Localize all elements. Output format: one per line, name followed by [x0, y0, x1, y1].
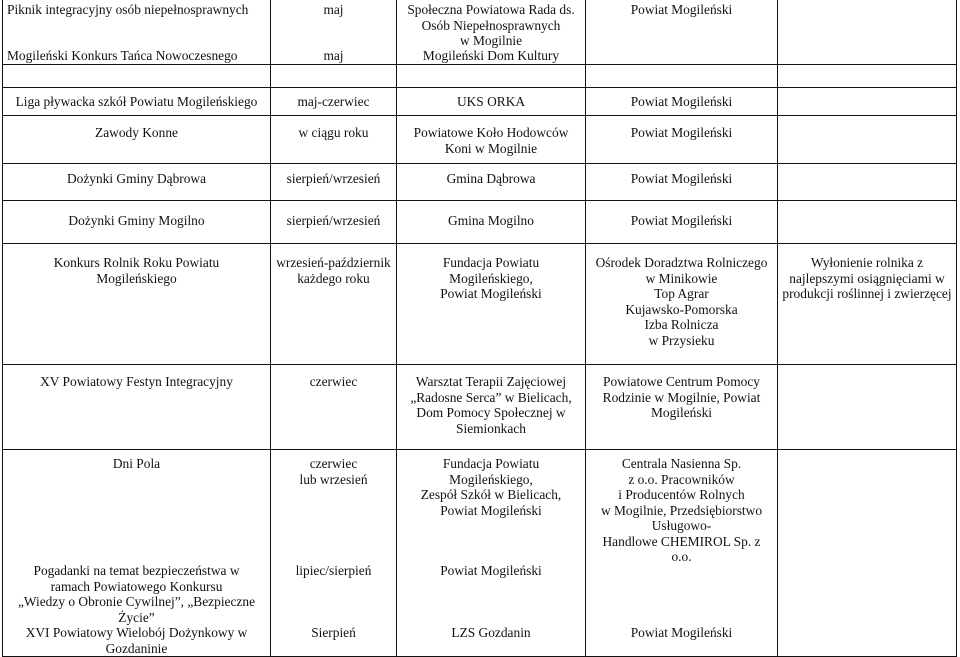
- organizer-line: Zespół Szkół w Bielicach,: [420, 487, 562, 502]
- date-line: lub wrzesień: [299, 471, 368, 487]
- organizer-line: Powiat Mogileński: [440, 502, 542, 518]
- date-line: wrzesień-październik: [276, 255, 391, 270]
- event-partner: [586, 374, 777, 421]
- organizer-line: Koni w Mogilnie: [444, 140, 538, 156]
- event-name: Liga pływacka szkół Powiatu Mogileńskiego: [15, 94, 258, 109]
- partner-line: z o.o. Pracowników: [628, 471, 735, 487]
- event-name: Mogileński Konkurs Tańca Nowoczesnego: [7, 48, 238, 63]
- partner-line: Top Agrar: [654, 286, 709, 301]
- partner-line: Kujawsko-Pomorska: [625, 301, 738, 317]
- organizer-line: Powiat Mogileński: [440, 286, 542, 301]
- organizer-line: Osób Niepełnosprawnych: [421, 17, 561, 33]
- name-line: Konkurs Rolnik Roku Powiatu: [53, 255, 220, 270]
- name-line: Mogileńskiego: [96, 270, 177, 286]
- event-partner: [586, 456, 777, 565]
- event-date: sierpień/wrzesień: [286, 213, 381, 228]
- event-organizer: [397, 374, 585, 436]
- row-divider: [2, 87, 957, 88]
- name-line: „Wiedzy o Obronie Cywilnej”, „Bezpieczne: [17, 594, 256, 609]
- event-date: Sierpień: [311, 625, 356, 640]
- name-line: ramach Powiatowego Konkursu: [50, 578, 223, 594]
- organizer-line: Fundacja Powiatu: [442, 255, 540, 270]
- row-divider: [2, 64, 957, 65]
- table-border-col4: [777, 0, 778, 657]
- partner-line: Handlowe CHEMIROL Sp. z: [602, 533, 761, 549]
- event-partner: Powiat Mogileński: [630, 171, 733, 186]
- event-partner: Powiat Mogileński: [630, 213, 733, 228]
- partner-line: w Przysieku: [648, 332, 715, 348]
- row-divider: [2, 115, 957, 116]
- event-organizer: LZS Gozdanin: [451, 625, 531, 640]
- event-date: czerwiec: [309, 374, 358, 389]
- goal-line: Wyłonienie rolnika z: [810, 255, 924, 270]
- event-partner: Powiat Mogileński: [630, 125, 733, 140]
- event-name: Dożynki Gminy Mogilno: [68, 213, 205, 228]
- event-date: maj: [323, 48, 344, 63]
- name-line: Pogadanki na temat bezpieczeństwa w: [33, 563, 240, 578]
- event-date: w ciągu roku: [298, 125, 369, 140]
- partner-line: Mogileński: [650, 405, 712, 420]
- organizer-line: Mogileńskiego,: [449, 471, 533, 487]
- event-name: Zawody Konne: [95, 125, 178, 140]
- partner-line: w Mogilnie, Przedsiębiorstwo: [600, 502, 763, 518]
- partner-line: w Minikowie: [645, 270, 718, 286]
- organizer-line: Powiatowe Koło Hodowców: [413, 125, 569, 140]
- organizer-line: Społeczna Powiatowa Rada ds.: [407, 2, 575, 17]
- date-line: każdego roku: [297, 270, 370, 286]
- partner-line: Usługowo-: [651, 518, 712, 533]
- partner-line: Ośrodek Doradztwa Rolniczego: [595, 255, 768, 270]
- organizer-line: Siemionkach: [456, 420, 526, 436]
- organizer-line: Mogileńskiego,: [449, 270, 533, 286]
- event-partner: [586, 255, 777, 348]
- partner-line: Izba Rolnicza: [644, 317, 719, 332]
- event-organizer: [397, 456, 585, 518]
- event-partner: Powiat Mogileński: [630, 94, 733, 109]
- event-name: Dni Pola: [112, 456, 161, 471]
- row-divider: [2, 449, 957, 450]
- event-organizer: Mogileński Dom Kultury: [422, 48, 560, 63]
- event-organizer: Gmina Dąbrowa: [446, 171, 536, 186]
- event-organizer: [397, 125, 585, 156]
- event-date: lipiec/sierpień: [295, 563, 372, 578]
- event-organizer: Gmina Mogilno: [448, 213, 534, 228]
- organizer-line: Dom Pomocy Społecznej w: [416, 405, 566, 420]
- name-line: Gozdaninie: [105, 640, 168, 656]
- event-date: sierpień/wrzesień: [286, 171, 381, 186]
- event-name: Dożynki Gminy Dąbrowa: [66, 171, 207, 186]
- event-name: [3, 625, 270, 656]
- event-organizer: UKS ORKA: [456, 94, 526, 109]
- organizer-line: Fundacja Powiatu: [442, 456, 540, 471]
- table-border-right: [956, 0, 957, 657]
- event-organizer: [397, 255, 585, 302]
- event-goal: [778, 255, 956, 302]
- row-divider: [2, 243, 957, 244]
- event-date: [271, 255, 396, 286]
- event-partner: Powiat Mogileński: [630, 2, 733, 17]
- name-line: XVI Powiatowy Wielobój Dożynkowy w: [25, 625, 248, 640]
- event-name: [3, 563, 270, 625]
- partner-line: Centrala Nasienna Sp.: [621, 456, 742, 471]
- event-date: maj: [323, 2, 344, 17]
- organizer-line: w Mogilnie: [459, 33, 523, 48]
- partner-line: o.o.: [671, 549, 692, 564]
- event-organizer: [397, 2, 585, 49]
- event-name: Piknik integracyjny osób niepełnosprawnych: [7, 2, 249, 17]
- event-date: maj-czerwiec: [297, 94, 370, 109]
- name-line: Życie”: [118, 609, 155, 625]
- row-divider: [2, 200, 957, 201]
- partner-line: Powiatowe Centrum Pomocy: [603, 374, 760, 389]
- partner-line: i Producentów Rolnych: [618, 487, 745, 502]
- event-partner: Powiat Mogileński: [630, 625, 733, 640]
- date-line: czerwiec: [309, 456, 358, 471]
- event-name: [3, 255, 270, 286]
- goal-line: najlepszymi osiągnięciami w: [789, 270, 945, 286]
- row-divider: [2, 163, 957, 164]
- event-date: [271, 456, 396, 487]
- organizer-line: „Radosne Serca” w Bielicach,: [410, 389, 572, 405]
- partner-line: Rodzinie w Mogilnie, Powiat: [602, 389, 761, 405]
- organizer-line: Warsztat Terapii Zajęciowej: [415, 374, 567, 389]
- row-divider: [2, 364, 957, 365]
- goal-line: produkcji roślinnej i zwierzęcej: [782, 286, 952, 301]
- event-name: XV Powiatowy Festyn Integracyjny: [40, 374, 233, 389]
- event-organizer: Powiat Mogileński: [440, 563, 542, 578]
